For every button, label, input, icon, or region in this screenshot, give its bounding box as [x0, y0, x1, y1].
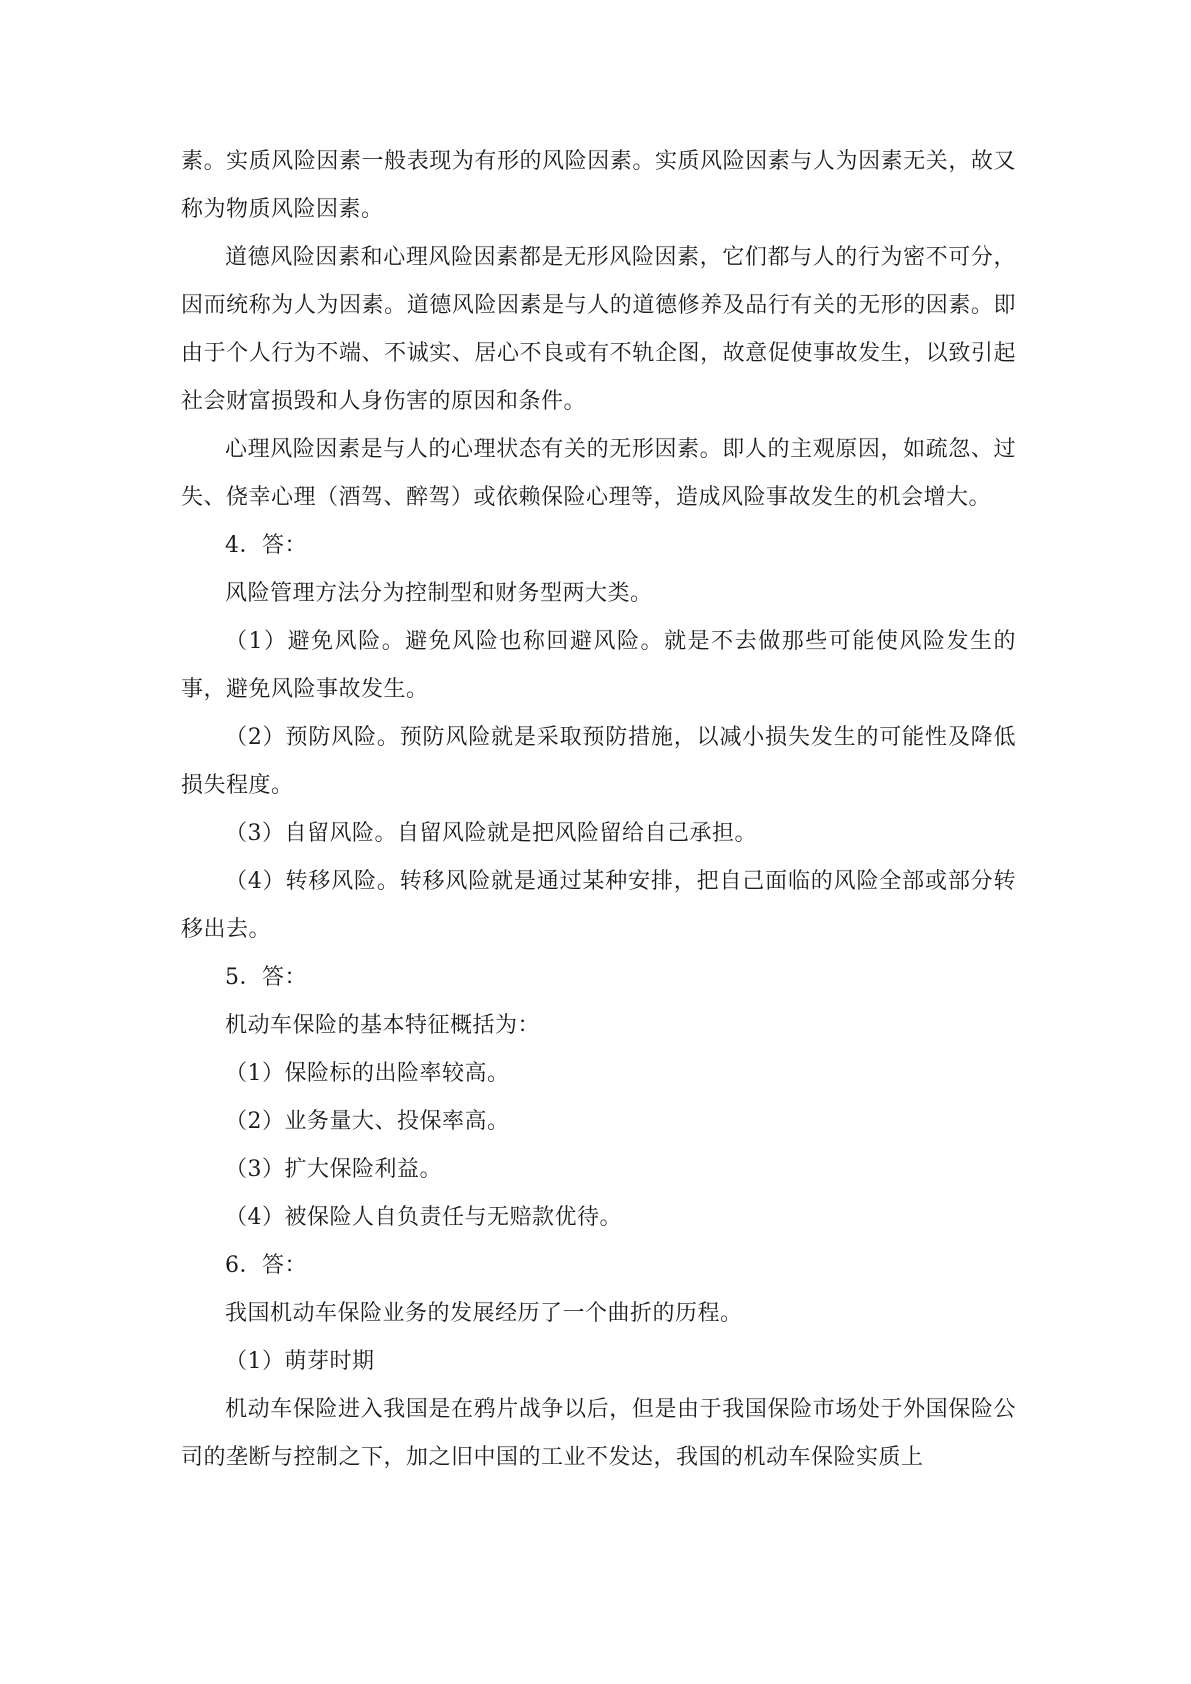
paragraph-5: 风险管理方法分为控制型和财务型两大类。 — [225, 581, 653, 606]
answer-5-heading: 5．答： — [225, 965, 307, 990]
paragraph-1: 素。实质风险因素一般表现为有形的风险因素。实质风险因素与人为因素无关，故又称为物质风险因素。 — [181, 149, 1016, 222]
paragraph-19: 机动车保险进入我国是在鸦片战争以后，但是由于我国保险市场处于外国保险公司的垄断与控制之下，加之旧中国的工业不发达，我国的机动车保险实质上 — [181, 1397, 1016, 1470]
list-item-6: （2）业务量大、投保率高。 — [225, 1109, 510, 1134]
list-item-1: （1）避免风险。避免风险也称回避风险。就是不去做那些可能使风险发生的事，避免风险事故发生。 — [181, 629, 1016, 702]
document-page — [181, 138, 1016, 1482]
paragraph-17: 我国机动车保险业务的发展经历了一个曲折的历程。 — [225, 1301, 743, 1326]
list-item-8: （4）被保险人自负责任与无赔款优待。 — [225, 1205, 622, 1230]
list-item-4: （4）转移风险。转移风险就是通过某种安排，把自己面临的风险全部或部分转移出去。 — [181, 869, 1016, 942]
list-item-5: （1）保险标的出险率较高。 — [225, 1061, 510, 1086]
list-item-9: （1）萌芽时期 — [225, 1349, 375, 1374]
answer-6-heading: 6．答： — [225, 1253, 307, 1278]
paragraph-11: 机动车保险的基本特征概括为： — [225, 1013, 541, 1038]
answer-4-heading: 4．答： — [225, 533, 307, 558]
list-item-7: （3）扩大保险利益。 — [225, 1157, 442, 1182]
paragraph-2: 道德风险因素和心理风险因素都是无形风险因素，它们都与人的行为密不可分，因而统称为人为因素。道德风险因素是与人的道德修养及品行有关的无形的因素。即由于个人行为不端、不诚实、居心不良或有不轨企图，故意促使事故发生，以致引起社会财富损毁和人身伤害的原因和条件。 — [181, 245, 1016, 414]
paragraph-3: 心理风险因素是与人的心理状态有关的无形因素。即人的主观原因，如疏忽、过失、侥幸心理（酒驾、醉驾）或依赖保险心理等，造成风险事故发生的机会增大。 — [181, 437, 1016, 510]
list-item-3: （3）自留风险。自留风险就是把风险留给自己承担。 — [225, 821, 757, 846]
list-item-2: （2）预防风险。预防风险就是采取预防措施，以减小损失发生的可能性及降低损失程度。 — [181, 725, 1016, 798]
